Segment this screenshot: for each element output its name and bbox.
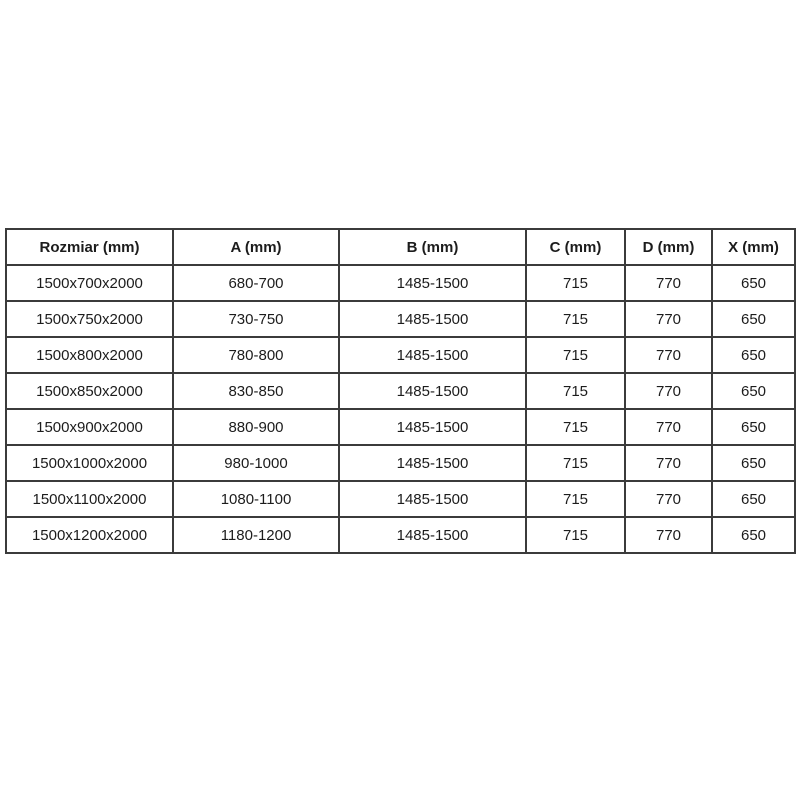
table-cell: 880-900 [173, 409, 339, 445]
table-cell: 715 [526, 517, 625, 553]
table-cell: 680-700 [173, 265, 339, 301]
table-cell: 1080-1100 [173, 481, 339, 517]
table-cell: 1500x1000x2000 [6, 445, 173, 481]
table-cell: 1485-1500 [339, 301, 526, 337]
table-cell: 650 [712, 409, 795, 445]
table-row [6, 409, 795, 445]
table-cell: 650 [712, 301, 795, 337]
table-cell: 1485-1500 [339, 265, 526, 301]
column-header-rozmiar: Rozmiar (mm) [6, 229, 173, 265]
table-cell: 1485-1500 [339, 445, 526, 481]
table-cell: 715 [526, 265, 625, 301]
table-cell: 1500x1100x2000 [6, 481, 173, 517]
table-cell: 1180-1200 [173, 517, 339, 553]
table-cell: 980-1000 [173, 445, 339, 481]
table-cell: 770 [625, 337, 712, 373]
table-cell: 770 [625, 517, 712, 553]
table-cell: 830-850 [173, 373, 339, 409]
table-cell: 650 [712, 337, 795, 373]
table-cell: 1500x1200x2000 [6, 517, 173, 553]
table-cell: 770 [625, 445, 712, 481]
size-spec-table-container [5, 228, 794, 554]
table-cell: 1500x900x2000 [6, 409, 173, 445]
column-header-c: C (mm) [526, 229, 625, 265]
table-row [6, 445, 795, 481]
table-cell: 715 [526, 409, 625, 445]
table-cell: 1500x700x2000 [6, 265, 173, 301]
table-cell: 715 [526, 337, 625, 373]
table-cell: 1500x850x2000 [6, 373, 173, 409]
table-row [6, 265, 795, 301]
table-cell: 650 [712, 517, 795, 553]
column-header-d: D (mm) [625, 229, 712, 265]
column-header-a: A (mm) [173, 229, 339, 265]
table-row [6, 337, 795, 373]
table-cell: 650 [712, 481, 795, 517]
table-cell: 770 [625, 301, 712, 337]
table-cell: 715 [526, 373, 625, 409]
table-cell: 1485-1500 [339, 481, 526, 517]
column-header-b: B (mm) [339, 229, 526, 265]
table-cell: 1500x750x2000 [6, 301, 173, 337]
table-cell: 780-800 [173, 337, 339, 373]
table-cell: 770 [625, 481, 712, 517]
table-cell: 1500x800x2000 [6, 337, 173, 373]
table-cell: 650 [712, 373, 795, 409]
column-header-x: X (mm) [712, 229, 795, 265]
table-cell: 1485-1500 [339, 337, 526, 373]
table-cell: 730-750 [173, 301, 339, 337]
table-row [6, 481, 795, 517]
table-cell: 715 [526, 445, 625, 481]
table-cell: 770 [625, 265, 712, 301]
table-row [6, 373, 795, 409]
table-header-row [6, 229, 795, 265]
table-cell: 715 [526, 301, 625, 337]
table-cell: 650 [712, 445, 795, 481]
table-cell: 650 [712, 265, 795, 301]
table-cell: 1485-1500 [339, 373, 526, 409]
table-cell: 770 [625, 373, 712, 409]
size-spec-table [5, 228, 796, 554]
table-row [6, 301, 795, 337]
table-cell: 715 [526, 481, 625, 517]
table-row [6, 517, 795, 553]
table-cell: 770 [625, 409, 712, 445]
table-cell: 1485-1500 [339, 517, 526, 553]
table-cell: 1485-1500 [339, 409, 526, 445]
table-body [6, 265, 795, 553]
